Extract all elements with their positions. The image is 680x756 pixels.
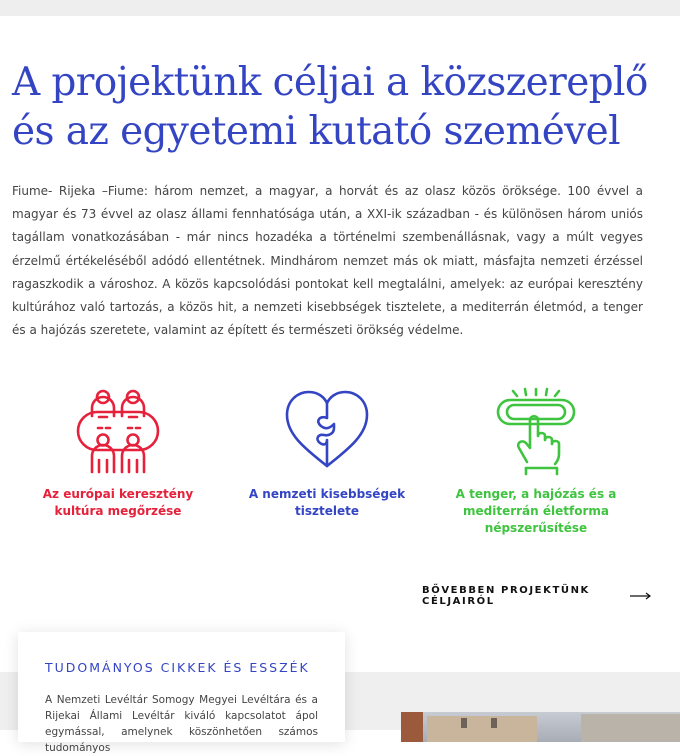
top-band bbox=[0, 0, 680, 16]
puzzle-heart-icon bbox=[284, 388, 370, 474]
intro-paragraph: Fiume- Rijeka –Fiume: három nemzet, a magyar, a horvát és az olasz közös öröksége. 100 évvel a magyar és 73 évvel az olasz állami fennhatósága után, a XXI-ik században - és különösen három uniós tagállam vonatkozásában - már nincs hozadéka a történelmi szembenállásnak, vagy a múlt vegyes érzelmű értékeléséből adódó ellentétnek. Mindhárom nemzet más ok miatt, másfajta nemzeti érzéssel ragaszkodik a városhoz. A közös kapcsolódási pontokat kell megtalálni, amelyek: az európai keresztény kultúrához való tartozás, a közös hit, a nemzeti kisebbségek tisztelete, a mediterrán életmód, a tenger és a hajózás szeretete, valamint az épített és természeti örökség védelme. bbox=[12, 184, 643, 338]
feature-label: A nemzeti kisebbségek tisztelete bbox=[248, 487, 406, 518]
more-goals-link[interactable] bbox=[422, 585, 652, 607]
page-title: A projektünk céljai a közszereplő és az egyetemi kutató szemével bbox=[12, 60, 648, 154]
feature-maritime bbox=[441, 388, 631, 537]
people-table-icon bbox=[75, 388, 161, 474]
arrow-right-icon bbox=[630, 592, 652, 600]
feature-label: A tenger, a hajózás és a mediterrán életforma népszerűsítése bbox=[455, 487, 617, 535]
more-link-label: BŐVEBBEN PROJEKTÜNK CÉLJAIRÓL bbox=[422, 585, 590, 607]
feature-label: Az európai keresztény kultúra megőrzése bbox=[42, 487, 194, 518]
feature-minorities bbox=[232, 388, 422, 520]
hand-press-button-icon bbox=[493, 388, 579, 474]
feature-christian-culture bbox=[23, 388, 213, 520]
building-photo bbox=[401, 712, 680, 742]
card-title[interactable]: TUDOMÁNYOS CIKKEK ÉS ESSZÉK bbox=[45, 660, 310, 675]
card-text: A Nemzeti Levéltár Somogy Megyei Levéltára és a Rijekai Állami Levéltár kiváló kapcsolatot ápol egymással, amelynek köszönhetően számos tudományos bbox=[45, 694, 318, 754]
articles-card[interactable] bbox=[18, 632, 345, 754]
